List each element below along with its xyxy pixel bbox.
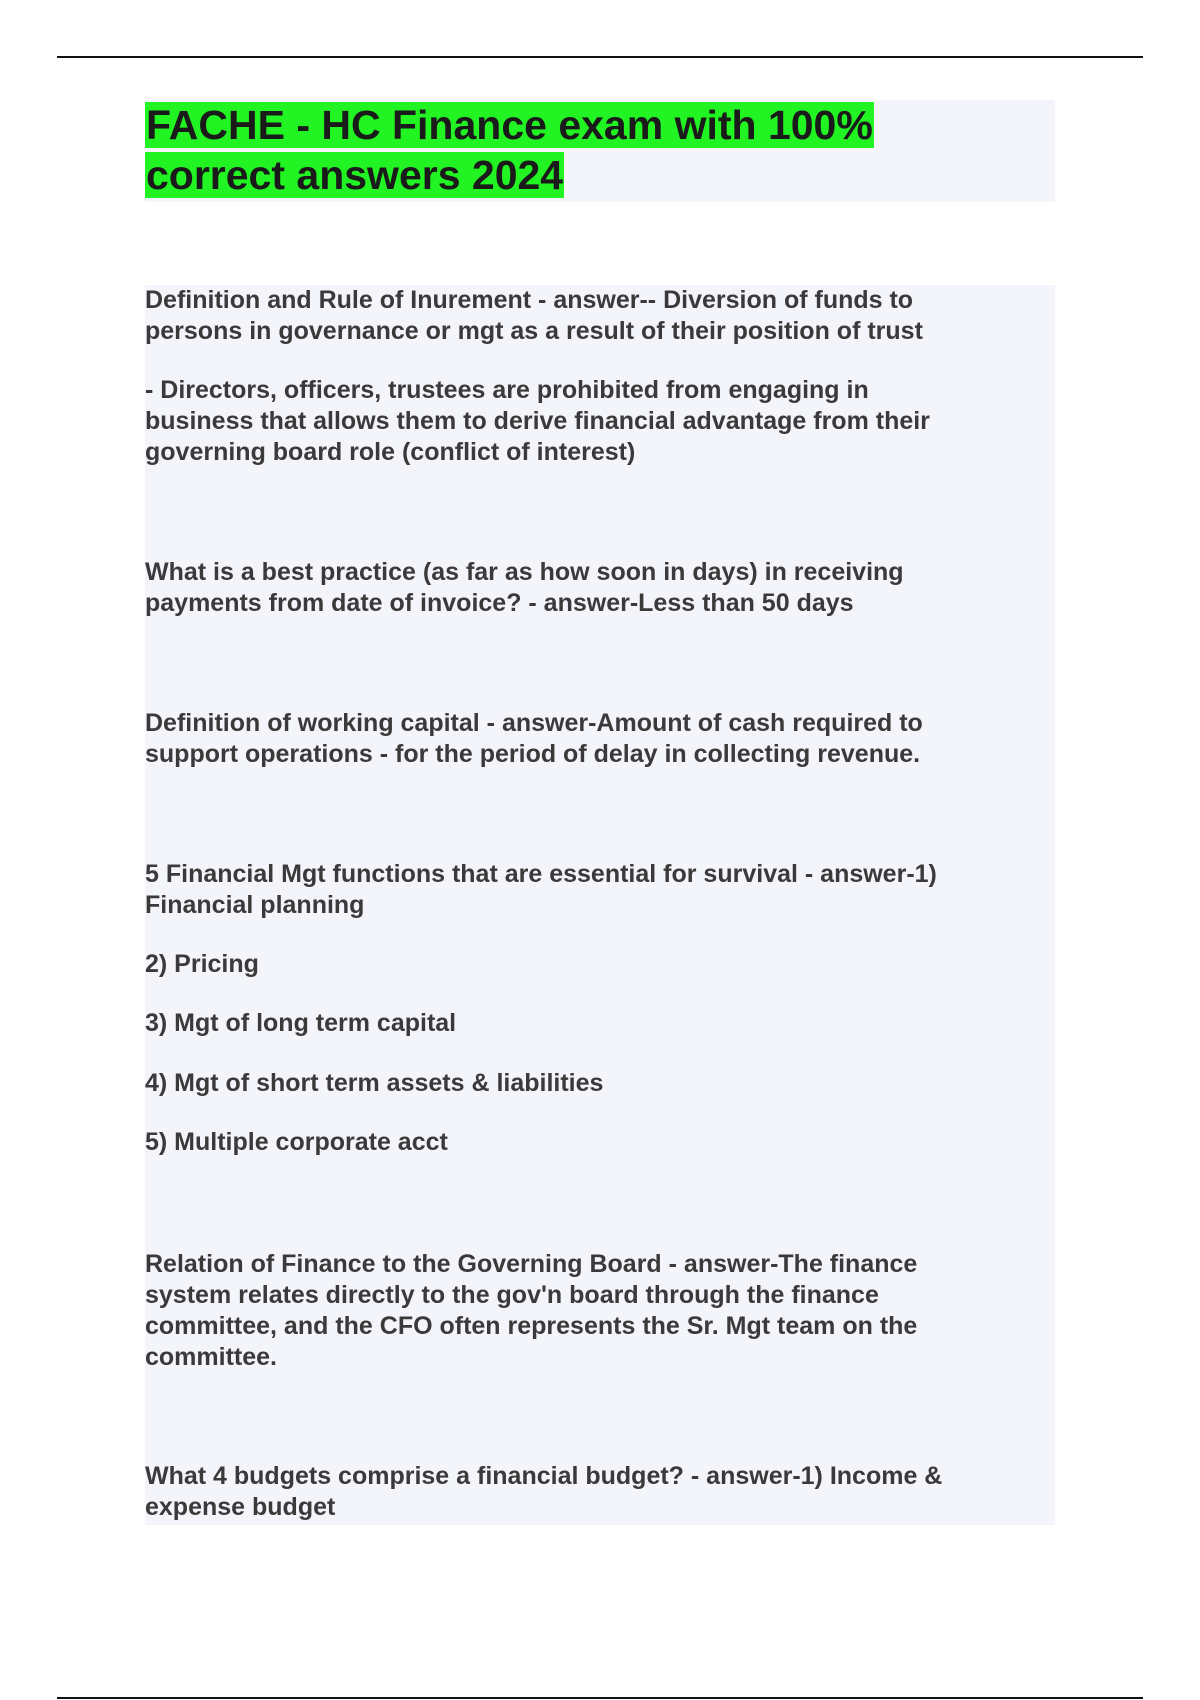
list-item: 4) Mgt of short term assets & liabilities bbox=[145, 1069, 604, 1097]
title-line-2: correct answers 2024 bbox=[146, 152, 564, 198]
bottom-rule bbox=[57, 1697, 1143, 1699]
qa-paragraph: 5 Financial Mgt functions that are essential for survival - answer-1) Financial planning bbox=[145, 860, 937, 919]
title-line-1: FACHE - HC Finance exam with 100% bbox=[146, 102, 873, 148]
top-rule bbox=[57, 56, 1143, 58]
qa-paragraph: Definition of working capital - answer-Amount of cash required to support operations - for the period of delay in collecting revenue. bbox=[145, 709, 923, 768]
list-item: 3) Mgt of long term capital bbox=[145, 1009, 457, 1037]
qa-paragraph: - Directors, officers, trustees are prohibited from engaging in business that allows them to derive financial advantage from their governing board role (conflict of interest) bbox=[145, 376, 930, 466]
list-item: 2) Pricing bbox=[145, 950, 259, 978]
qa-paragraph: Relation of Finance to the Governing Board - answer-The finance system relates directly to the gov'n board through the finance committee, and the CFO often represents the Sr. Mgt team on the committee. bbox=[145, 1250, 918, 1371]
qa-content bbox=[145, 285, 1055, 1525]
qa-paragraph: Definition and Rule of Inurement - answer-- Diversion of funds to persons in governance or mgt as a result of their position of trust bbox=[145, 286, 923, 345]
qa-paragraph: What 4 budgets comprise a financial budget? - answer-1) Income & expense budget bbox=[145, 1462, 943, 1521]
document-title bbox=[145, 100, 1055, 200]
title-block bbox=[145, 100, 1055, 202]
list-item: 5) Multiple corporate acct bbox=[145, 1128, 448, 1156]
qa-paragraph: What is a best practice (as far as how soon in days) in receiving payments from date of invoice? - answer-Less than 50 days bbox=[145, 558, 904, 617]
